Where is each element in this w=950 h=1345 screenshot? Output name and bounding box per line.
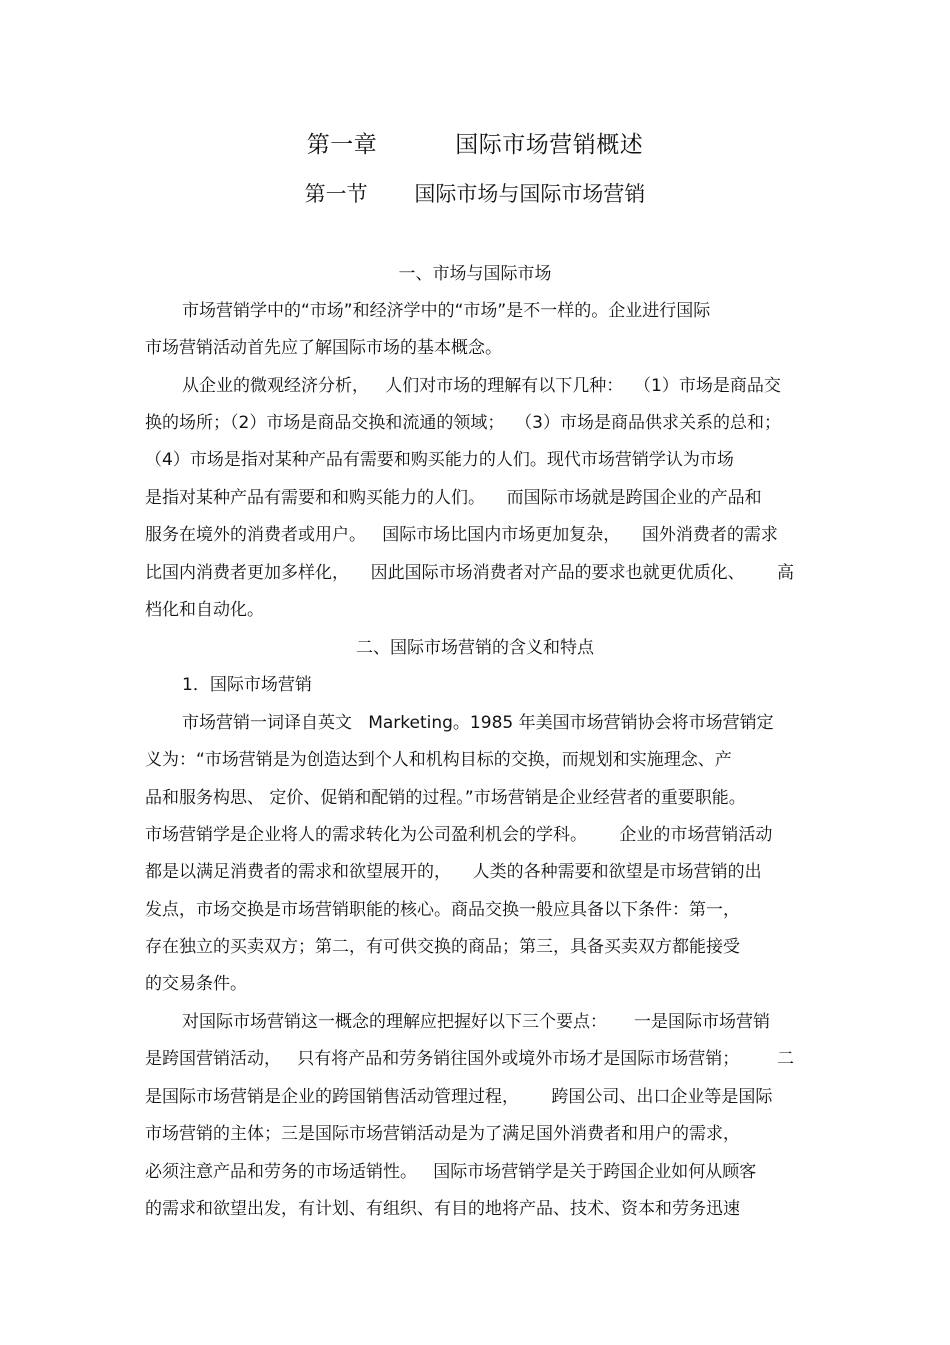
paragraph-line: 都是以满足消费者的需求和欲望展开的， 人类的各种需要和欲望是市场营销的出 bbox=[145, 862, 762, 882]
paragraph-line: 市场营销学中的“市场”和经济学中的“市场”是不一样的。企业进行国际 bbox=[182, 301, 711, 321]
paragraph-line: 发点，市场交换是市场营销职能的核心。商品交换一般应具备以下条件：第一， bbox=[145, 900, 740, 920]
paragraph-line: 的需求和欲望出发，有计划、有组织、有目的地将产品、技术、资本和劳务迅速 bbox=[145, 1199, 740, 1219]
sub-heading-international-marketing: 二、国际市场营销的含义和特点 bbox=[356, 638, 594, 658]
paragraph-line: 义为：“市场营销是为创造达到个人和机构目标的交换，而规划和实施理念、产 bbox=[145, 750, 732, 770]
numbered-item: 1．国际市场营销 bbox=[182, 675, 312, 695]
paragraph-line: 存在独立的买卖双方；第二，有可供交换的商品；第三，具备买卖双方都能接受 bbox=[145, 937, 740, 957]
paragraph-line: 换的场所；（2）市场是商品交换和流通的领域； （3）市场是商品供求关系的总和； bbox=[145, 413, 781, 433]
paragraph-line: 从企业的微观经济分析， 人们对市场的理解有以下几种： （1）市场是商品交 bbox=[182, 376, 781, 396]
paragraph-line: 服务在境外的消费者或用户。 国际市场比国内市场更加复杂， 国外消费者的需求 bbox=[145, 525, 778, 545]
sub-heading-market: 一、市场与国际市场 bbox=[398, 264, 552, 284]
paragraph-line: 市场营销的主体；三是国际市场营销活动是为了满足国外消费者和用户的需求， bbox=[145, 1124, 740, 1144]
paragraph-line: 档化和自动化。 bbox=[145, 600, 264, 620]
paragraph-line: 是指对某种产品有需要和和购买能力的人们。 而国际市场就是跨国企业的产品和 bbox=[145, 488, 762, 508]
paragraph-line: 对国际市场营销这一概念的理解应把握好以下三个要点： 一是国际市场营销 bbox=[182, 1012, 771, 1032]
paragraph-line: （4）市场是指对某种产品有需要和购买能力的人们。现代市场营销学认为市场 bbox=[145, 450, 734, 470]
paragraph-line: 必须注意产品和劳务的市场适销性。 国际市场营销学是关于跨国企业如何从顾客 bbox=[145, 1162, 757, 1182]
paragraph-line: 是国际市场营销是企业的跨国销售活动管理过程， 跨国公司、出口企业等是国际 bbox=[145, 1087, 773, 1107]
paragraph-line: 是跨国营销活动， 只有将产品和劳务销往国外或境外市场才是国际市场营销； 二 bbox=[145, 1049, 795, 1069]
paragraph-line: 比国内消费者更加多样化， 因此国际市场消费者对产品的要求也就更优质化、 高 bbox=[145, 563, 795, 583]
paragraph-line: 市场营销一词译自英文 Marketing。1985 年美国市场营销协会将市场营销定 bbox=[182, 713, 774, 733]
paragraph-line: 的交易条件。 bbox=[145, 974, 247, 994]
paragraph-line: 市场营销学是企业将人的需求转化为公司盈利机会的学科。 企业的市场营销活动 bbox=[145, 825, 773, 845]
paragraph-line: 市场营销活动首先应了解国际市场的基本概念。 bbox=[145, 338, 502, 358]
section-title: 第一节 国际市场与国际市场营销 bbox=[304, 182, 646, 206]
chapter-title: 第一章 国际市场营销概述 bbox=[306, 132, 644, 158]
paragraph-line: 品和服务构思、 定价、促销和配销的过程。”市场营销是企业经营者的重要职能。 bbox=[145, 788, 746, 808]
